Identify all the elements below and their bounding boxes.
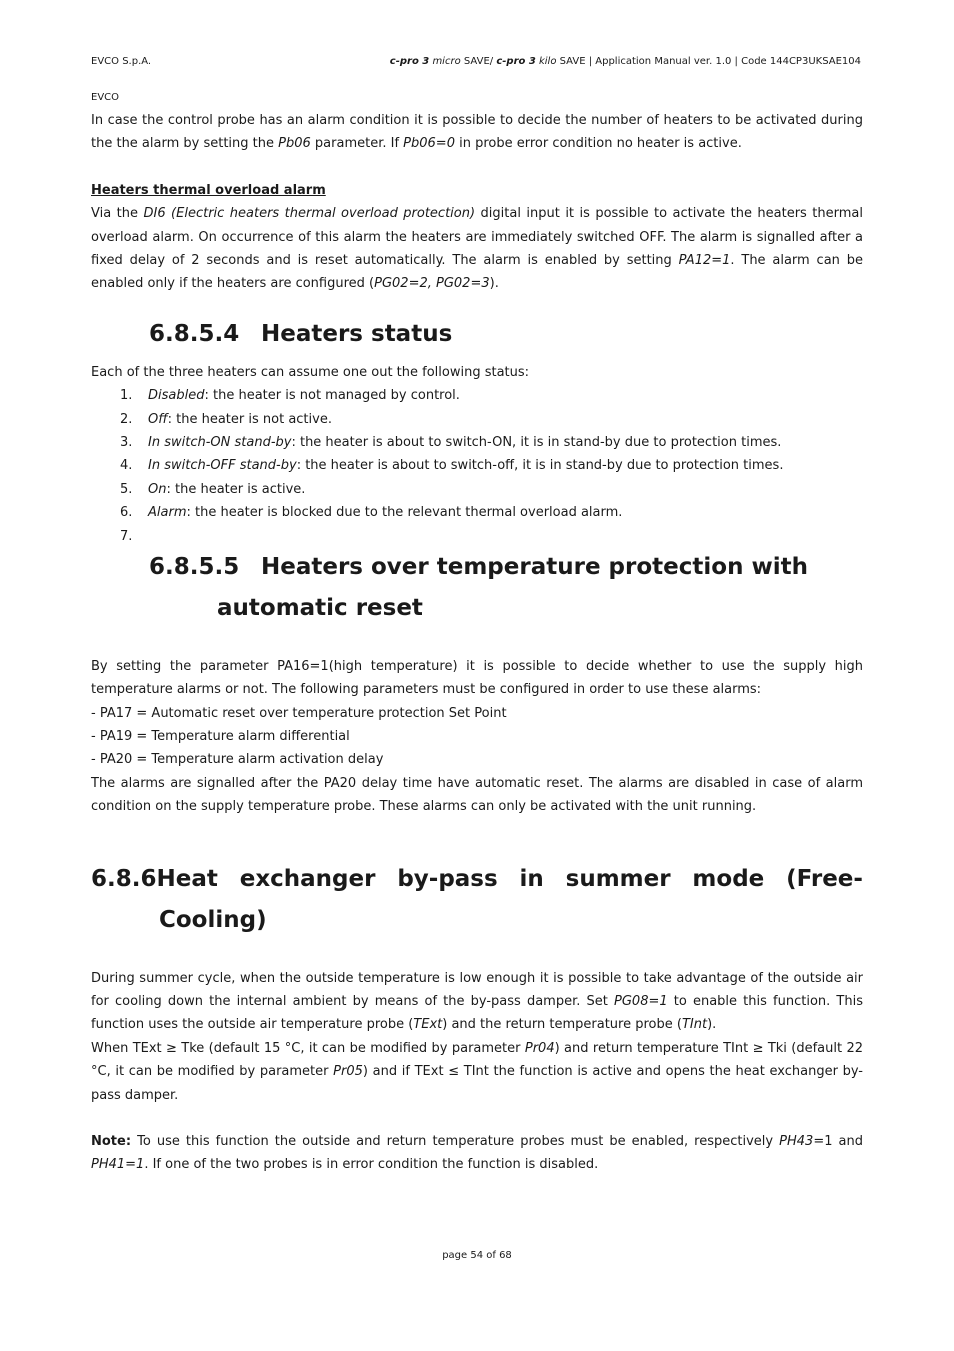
- subheading-overload: Heaters thermal overload alarm: [91, 182, 326, 198]
- param-line-pa17: - PA17 = Automatic reset over temperature protection Set Point: [91, 705, 507, 721]
- paragraph-bypass-condition: When TExt ≥ Tke (default 15 °C, it can be modified by parameter Pr04) and return temperature TInt ≥ Tki (default 22 °C, it can be modified by parameter Pr05) and if TExt ≤ TInt the function is active and opens the heat exchanger by-pass damper.: [91, 1040, 864, 1103]
- section-heading-heaters-status: 6.8.5.4 Heaters status: [149, 320, 453, 347]
- list-item: 5. On: the heater is active.: [120, 481, 306, 497]
- paragraph-probe-alarm: In case the control probe has an alarm condition it is possible to decide the number of heaters to be activated during the the alarm by setting the Pb06 parameter. If Pb06=0 in probe error condition no heater is active.: [91, 113, 863, 152]
- list-item: 4. In switch-OFF stand-by: the heater is about to switch-off, it is in stand-by due to protection times.: [120, 458, 784, 474]
- header-doc-title: [390, 56, 861, 67]
- param-line-pa19: - PA19 = Temperature alarm differential: [91, 728, 350, 744]
- list-item: 2. Off: the heater is not active.: [120, 411, 332, 427]
- header-text-2: SAVE | Application Manual ver. 1.0 | Code 144CP3UKSAE104: [556, 56, 861, 67]
- paragraph-bypass-intro: During summer cycle, when the outside temperature is low enough it is possible to take advantage of the outside air for cooling down the internal ambient by means of the by-pass damper. Set PG08=1 to enable this function. This function uses the outside air temperature probe (TExt) and the return temperature probe (TInt).: [91, 970, 863, 1033]
- paragraph-overtemp-intro: By setting the parameter PA16=1(high temperature) it is possible to decide whether to use the supply high temperature alarms or not. The following parameters must be configured in order to use these alarms:: [91, 658, 863, 698]
- section-heading-bypass: 6.8.6Heat exchanger by-pass in summer mode (Free- Cooling): [91, 865, 863, 933]
- list-item: 3. In switch-ON stand-by: the heater is about to switch-ON, it is in stand-by due to protection times.: [120, 435, 782, 451]
- paragraph-overtemp-signal: The alarms are signalled after the PA20 delay time have automatic reset. The alarms are disabled in case of alarm condition on the supply temperature probe. These alarms can only be activated with the unit running.: [91, 775, 863, 815]
- product-name: c-pro 3: [389, 56, 430, 67]
- product-variant: micro: [429, 56, 461, 67]
- page-content: [91, 109, 863, 1177]
- list-item: 1. Disabled: the heater is not managed by control.: [120, 388, 460, 404]
- list-item: 6. Alarm: the heater is blocked due to the relevant thermal overload alarm.: [120, 505, 623, 521]
- paragraph-status-intro: Each of the three heaters can assume one out the following status:: [91, 364, 530, 380]
- page-number: page 54 of 68: [442, 1250, 512, 1261]
- product-name-2: c-pro 3: [496, 56, 536, 67]
- section-heading-over-temperature: 6.8.5.5 Heaters over temperature protection with automatic reset: [149, 553, 808, 621]
- product-variant-2: kilo: [535, 56, 557, 67]
- paragraph-note: Note: To use this function the outside and return temperature probes must be enabled, respectively PH43=1 and PH41=1. If one of the two probes is in error condition the function is disabled.: [91, 1133, 863, 1173]
- header-small-label: EVCO: [91, 92, 120, 103]
- header-text: SAVE/: [460, 56, 497, 67]
- status-list: 1. Disabled: the heater is not managed by control. 2. Off: the heater is not active. 3. In switch-ON stand-by: the heater is about to switch-ON, it is in stand-by due to protection times. 4. In switch-OFF stand-by: the heater is about to switch-off, it is in stand-by due to protection times. 5. On: the heater is active. 6. Alarm: the heater is blocked due to the relevant thermal overload alarm. 7.: [91, 384, 863, 524]
- param-line-pa20: - PA20 = Temperature alarm activation delay: [91, 752, 384, 768]
- paragraph-overload: Via the DI6 (Electric heaters thermal overload protection) digital input it is possible to activate the heaters thermal overload alarm. On occurrence of this alarm the heaters are immediately switched OFF. The alarm is signalled after a fixed delay of 2 seconds and is reset automatically. The alarm is enabled by setting PA12=1. The alarm can be enabled only if the heaters are configured (PG02=2, PG02=3).: [91, 206, 863, 292]
- header-company: EVCO S.p.A.: [91, 56, 152, 67]
